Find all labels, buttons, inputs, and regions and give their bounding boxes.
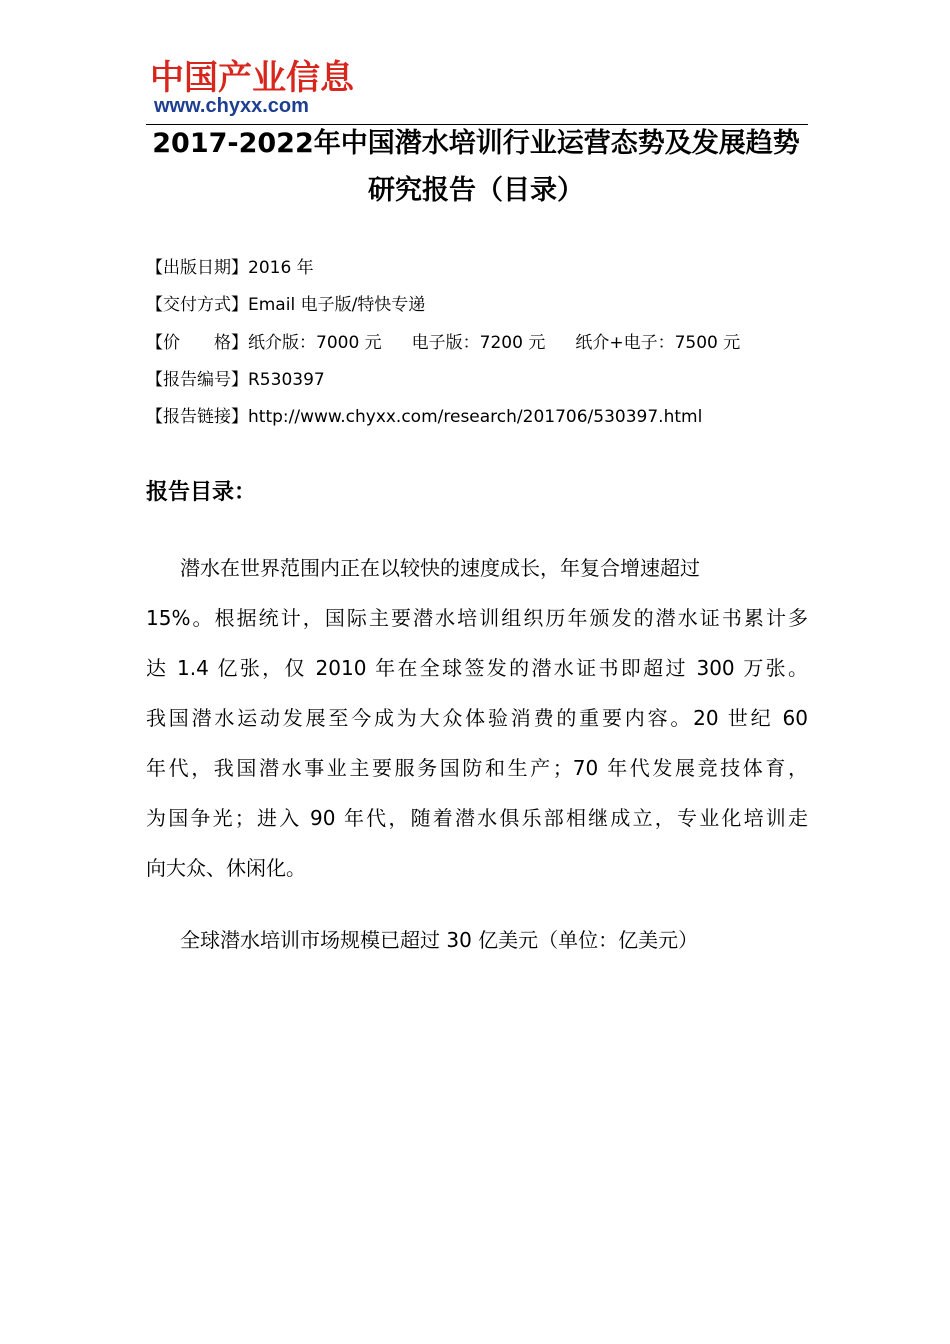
paragraph-line: 15%。根据统计，国际主要潜水培训组织历年颁发的潜水证书累计多: [146, 606, 808, 630]
paragraph-line: 为国争光；进入 90 年代，随着潜水俱乐部相继成立，专业化培训走: [146, 806, 808, 830]
delivery-label: 【交付方式】: [146, 295, 248, 315]
market-size-caption: 全球潜水培训市场规模已超过 30 亿美元（单位：亿美元）: [180, 928, 699, 952]
chyxx-logo: [146, 52, 354, 124]
toc-heading: 报告目录：: [146, 480, 257, 505]
report-link-label: 【报告链接】: [146, 407, 248, 427]
logo-name: 中国产业信息: [150, 58, 354, 98]
price-electronic: 电子版：7200 元: [411, 333, 546, 353]
publish-date-value: 2016 年: [248, 258, 314, 278]
report-link[interactable]: http://www.chyxx.com/research/201706/530397.html: [248, 407, 703, 427]
logo-url: www.chyxx.com: [154, 95, 309, 117]
report-title-line2: 研究报告（目录）: [368, 175, 584, 206]
report-number-label: 【报告编号】: [146, 370, 248, 390]
paragraph-line: 年代，我国潜水事业主要服务国防和生产；70 年代发展竞技体育，: [146, 756, 808, 780]
price-row: [146, 332, 740, 354]
price-both: 纸介+电子：7500 元: [575, 333, 741, 353]
header-divider: [146, 124, 808, 125]
report-number-row: [146, 369, 325, 391]
publish-date-label: 【出版日期】: [146, 258, 248, 278]
report-title-line1: 2017-2022年中国潜水培训行业运营态势及发展趋势: [152, 128, 800, 159]
price-label: 【价 格】: [146, 333, 248, 353]
report-link-row: [146, 406, 702, 428]
delivery-row: [146, 294, 425, 316]
price-paper: 纸介版：7000 元: [248, 333, 382, 353]
paragraph-line: 向大众、休闲化。: [146, 856, 306, 880]
publish-date-row: [146, 257, 314, 279]
paragraph-line: 潜水在世界范围内正在以较快的速度成长，年复合增速超过: [180, 556, 700, 580]
report-number-value: R530397: [248, 370, 325, 390]
delivery-value: Email 电子版/特快专递: [248, 295, 426, 315]
paragraph-line: 达 1.4 亿张，仅 2010 年在全球签发的潜水证书即超过 300 万张。: [146, 656, 808, 680]
paragraph-line: 我国潜水运动发展至今成为大众体验消费的重要内容。20 世纪 60: [146, 706, 808, 730]
